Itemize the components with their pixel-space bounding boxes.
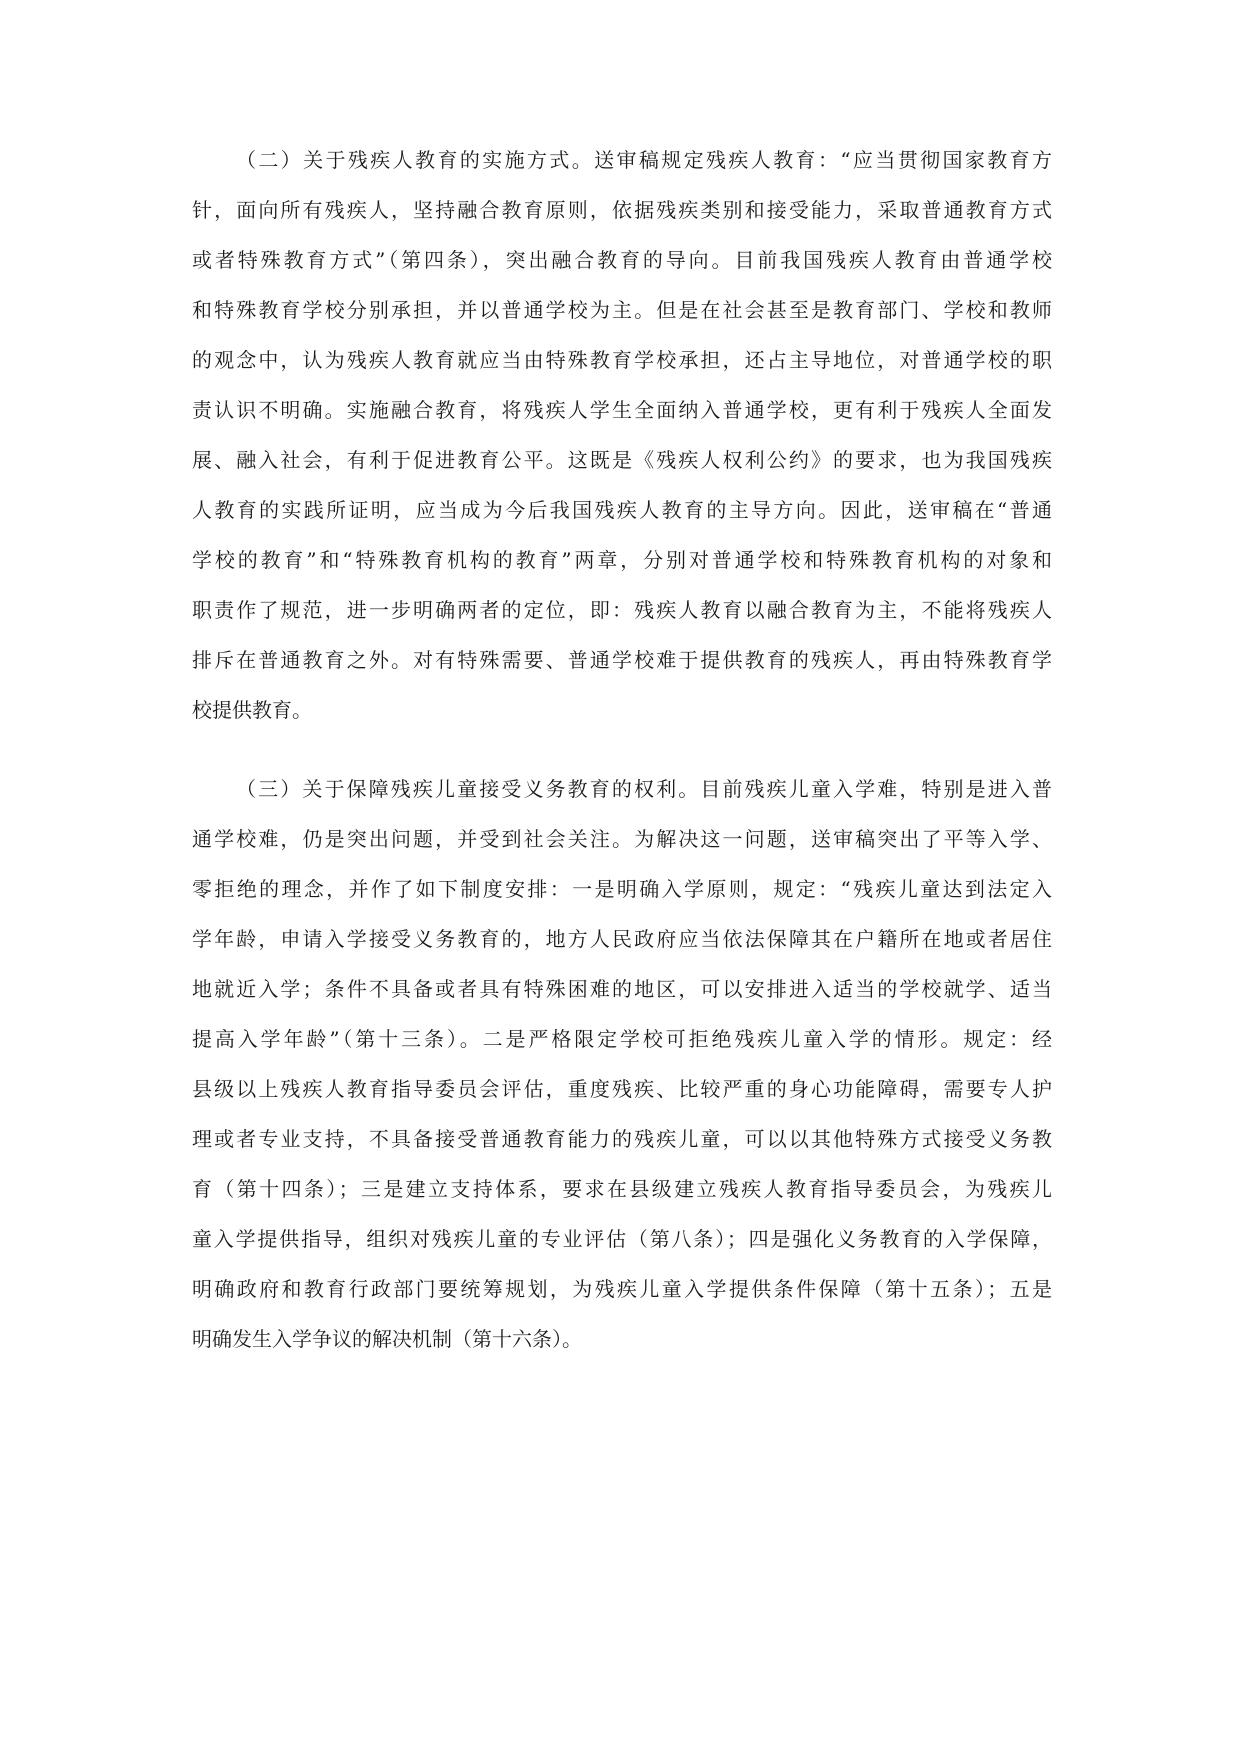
paragraph-line: 针，面向所有残疾人，坚持融合教育原则，依据残疾类别和接受能力，采取普通教育方式 <box>192 198 1052 222</box>
paragraph-line: 排斥在普通教育之外。对有特殊需要、普通学校难于提供教育的残疾人，再由特殊教育学 <box>192 648 1052 672</box>
paragraph-line: 展、融入社会，有利于促进教育公平。这既是《残疾人权利公约》的要求，也为我国残疾 <box>192 448 1052 472</box>
paragraph-line: 人教育的实践所证明，应当成为今后我国残疾人教育的主导方向。因此，送审稿在“普通 <box>192 498 1052 522</box>
paragraph-line: 零拒绝的理念，并作了如下制度安排：一是明确入学原则，规定：“残疾儿童达到法定入 <box>192 877 1052 901</box>
paragraph-line: 职责作了规范，进一步明确两者的定位，即：残疾人教育以融合教育为主，不能将残疾人 <box>192 598 1052 622</box>
paragraph-line: 责认识不明确。实施融合教育，将残疾人学生全面纳入普通学校，更有利于残疾人全面发 <box>192 398 1052 422</box>
paragraph-line: （三）关于保障残疾儿童接受义务教育的权利。目前残疾儿童入学难，特别是进入普 <box>236 777 1052 801</box>
paragraph-line: 校提供教育。 <box>192 698 312 722</box>
paragraph-line: 和特殊教育学校分别承担，并以普通学校为主。但是在社会甚至是教育部门、学校和教师 <box>192 298 1052 322</box>
paragraph-line: 育（第十四条）；三是建立支持体系，要求在县级建立残疾人教育指导委员会，为残疾儿 <box>192 1177 1052 1201</box>
paragraph-implementation-methods <box>192 135 1052 735</box>
paragraph-line: 提高入学年龄”（第十三条）。二是严格限定学校可拒绝残疾儿童入学的情形。规定：经 <box>192 1027 1052 1051</box>
paragraph-line: （二）关于残疾人教育的实施方式。送审稿规定残疾人教育：“应当贯彻国家教育方 <box>236 148 1052 172</box>
paragraph-line: 明确政府和教育行政部门要统筹规划，为残疾儿童入学提供条件保障（第十五条）；五是 <box>192 1277 1052 1301</box>
paragraph-line: 学年龄，申请入学接受义务教育的，地方人民政府应当依法保障其在户籍所在地或者居住 <box>192 927 1052 951</box>
paragraph-line: 的观念中，认为残疾人教育就应当由特殊教育学校承担，还占主导地位，对普通学校的职 <box>192 348 1052 372</box>
paragraph-compulsory-education-rights <box>192 764 1052 1364</box>
paragraph-line: 学校的教育”和“特殊教育机构的教育”两章，分别对普通学校和特殊教育机构的对象和 <box>192 548 1052 572</box>
paragraph-line: 或者特殊教育方式”（第四条），突出融合教育的导向。目前我国残疾人教育由普通学校 <box>192 248 1052 272</box>
paragraph-line: 地就近入学；条件不具备或者具有特殊困难的地区，可以安排进入适当的学校就学、适当 <box>192 977 1052 1001</box>
paragraph-line: 童入学提供指导，组织对残疾儿童的专业评估（第八条）；四是强化义务教育的入学保障， <box>192 1227 1052 1251</box>
paragraph-line: 县级以上残疾人教育指导委员会评估，重度残疾、比较严重的身心功能障碍，需要专人护 <box>192 1077 1052 1101</box>
paragraph-line: 通学校难，仍是突出问题，并受到社会关注。为解决这一问题，送审稿突出了平等入学、 <box>192 827 1052 851</box>
paragraph-line: 明确发生入学争议的解决机制（第十六条）。 <box>192 1327 582 1351</box>
paragraph-line: 理或者专业支持，不具备接受普通教育能力的残疾儿童，可以以其他特殊方式接受义务教 <box>192 1127 1052 1151</box>
